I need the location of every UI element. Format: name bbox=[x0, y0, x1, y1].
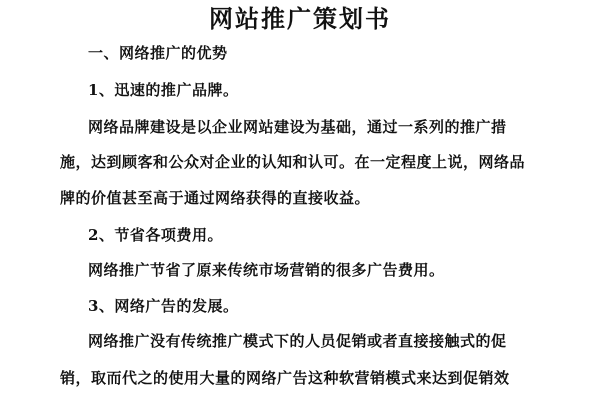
item1-paragraph-line: 牌的价值甚至高于通过网络获得的直接收益。 bbox=[60, 189, 371, 207]
item1-paragraph-line: 施，达到顾客和公众对企业的认知和认可。在一定程度上说，网络品 bbox=[60, 153, 526, 171]
item2-heading: 2、节省各项费用。 bbox=[88, 226, 223, 244]
section-heading: 一、网络推广的优势 bbox=[88, 44, 228, 62]
item3-heading: 3、网络广告的发展。 bbox=[88, 297, 239, 315]
item1-heading: 1、迅速的推广品牌。 bbox=[88, 81, 239, 99]
document-title: 网站推广策划书 bbox=[209, 4, 391, 33]
item3-paragraph-line: 销，取而代之的使用大量的网络广告这种软营销模式来达到促销效 bbox=[60, 369, 510, 387]
item3-paragraph-line: 网络推广没有传统推广模式下的人员促销或者直接接触式的促 bbox=[88, 332, 507, 350]
item2-paragraph-line: 网络推广节省了原来传统市场营销的很多广告费用。 bbox=[88, 261, 445, 279]
item1-paragraph-line: 网络品牌建设是以企业网站建设为基础，通过一系列的推广措 bbox=[88, 118, 507, 136]
